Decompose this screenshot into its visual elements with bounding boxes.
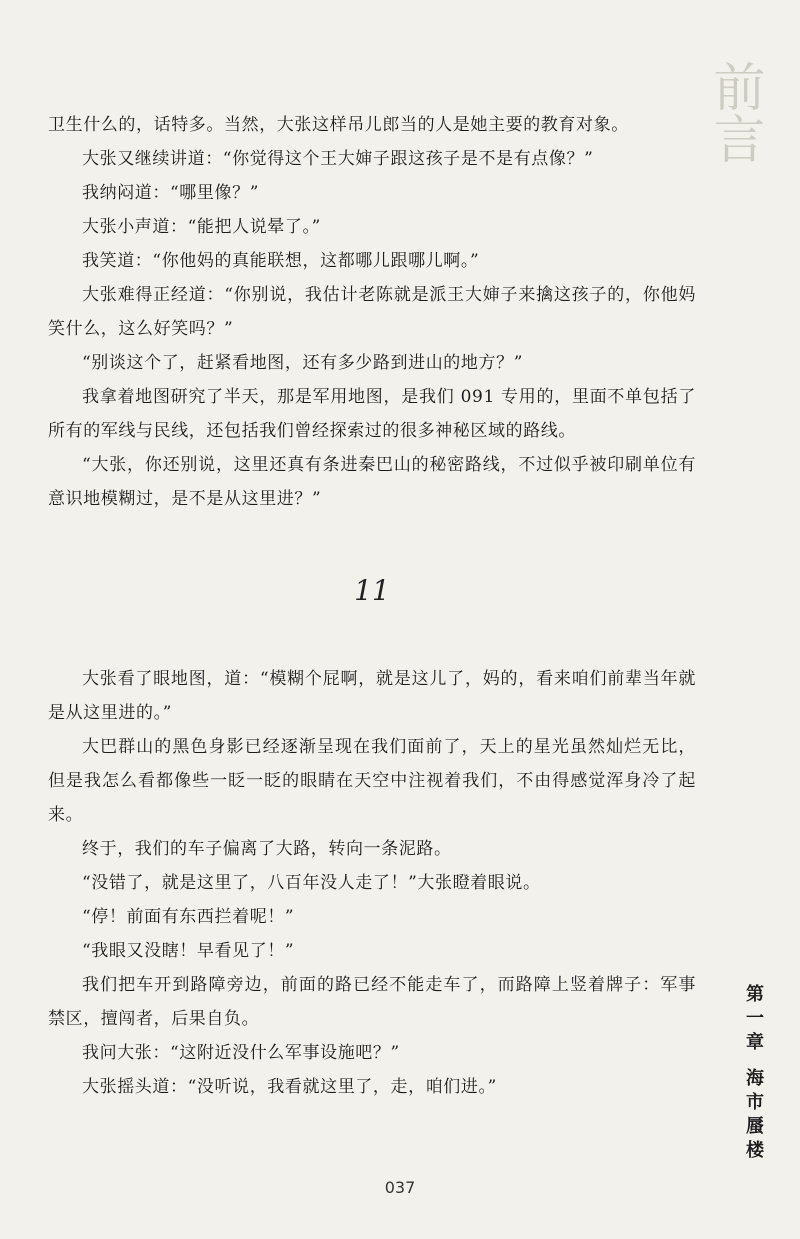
paragraphs-after-section [48,662,696,1104]
paragraph: 我纳闷道：“哪里像？” [82,183,259,203]
paragraph: “没错了，就是这里了，八百年没人走了！”大张瞪着眼说。 [82,873,541,893]
paragraph: 大巴群山的黑色身影已经逐渐呈现在我们面前了，天上的星光虽然灿烂无比，但是我怎么看都像些一眨一眨的眼睛在天空中注视着我们，不由得感觉浑身冷了起来。 [48,737,696,825]
paragraph: 终于，我们的车子偏离了大路，转向一条泥路。 [82,839,452,859]
paragraph: “别谈这个了，赶紧看地图，还有多少路到进山的地方？” [82,353,523,373]
paragraph: 我们把车开到路障旁边，前面的路已经不能走车了，而路障上竖着牌子：军事禁区，擅闯者，后果自负。 [48,975,696,1029]
paragraph: 我笑道：“你他妈的真能联想，这都哪儿跟哪儿啊。” [82,251,480,271]
paragraphs-before-section [48,108,696,516]
chapter-side-title: 第一章 海市蜃楼 [743,984,764,1165]
show-through-watermark: 前言 [704,60,764,164]
section-number: 11 [354,574,390,607]
paragraph: “停！前面有东西拦着呢！” [82,907,295,927]
paragraph: 我问大张：“这附近没什么军事设施吧？” [82,1043,400,1063]
paragraph: 大张看了眼地图，道：“模糊个屁啊，就是这儿了，妈的，看来咱们前辈当年就是从这里进的。” [48,669,696,723]
paragraph: 大张难得正经道：“你别说，我估计老陈就是派王大婶子来擒这孩子的，你他妈笑什么，这么好笑吗？” [48,285,696,339]
paragraph: 我拿着地图研究了半天，那是军用地图，是我们 091 专用的，里面不单包括了所有的军线与民线，还包括我们曾经探索过的很多神秘区域的路线。 [48,387,696,441]
paragraph: 大张又继续讲道：“你觉得这个王大婶子跟这孩子是不是有点像？” [82,149,594,169]
page-number: 037 [384,1178,416,1197]
paragraph: 卫生什么的，话特多。当然，大张这样吊儿郎当的人是她主要的教育对象。 [48,115,629,135]
paragraph: “我眼又没瞎！早看见了！” [82,941,295,961]
paragraph: “大张，你还别说，这里还真有条进秦巴山的秘密路线，不过似乎被印刷单位有意识地模糊过，是不是从这里进？” [48,455,696,509]
body-text [48,108,696,1104]
paragraph: 大张摇头道：“没听说，我看就这里了，走，咱们进。” [82,1077,497,1097]
paragraph: 大张小声道：“能把人说晕了。” [82,217,321,237]
